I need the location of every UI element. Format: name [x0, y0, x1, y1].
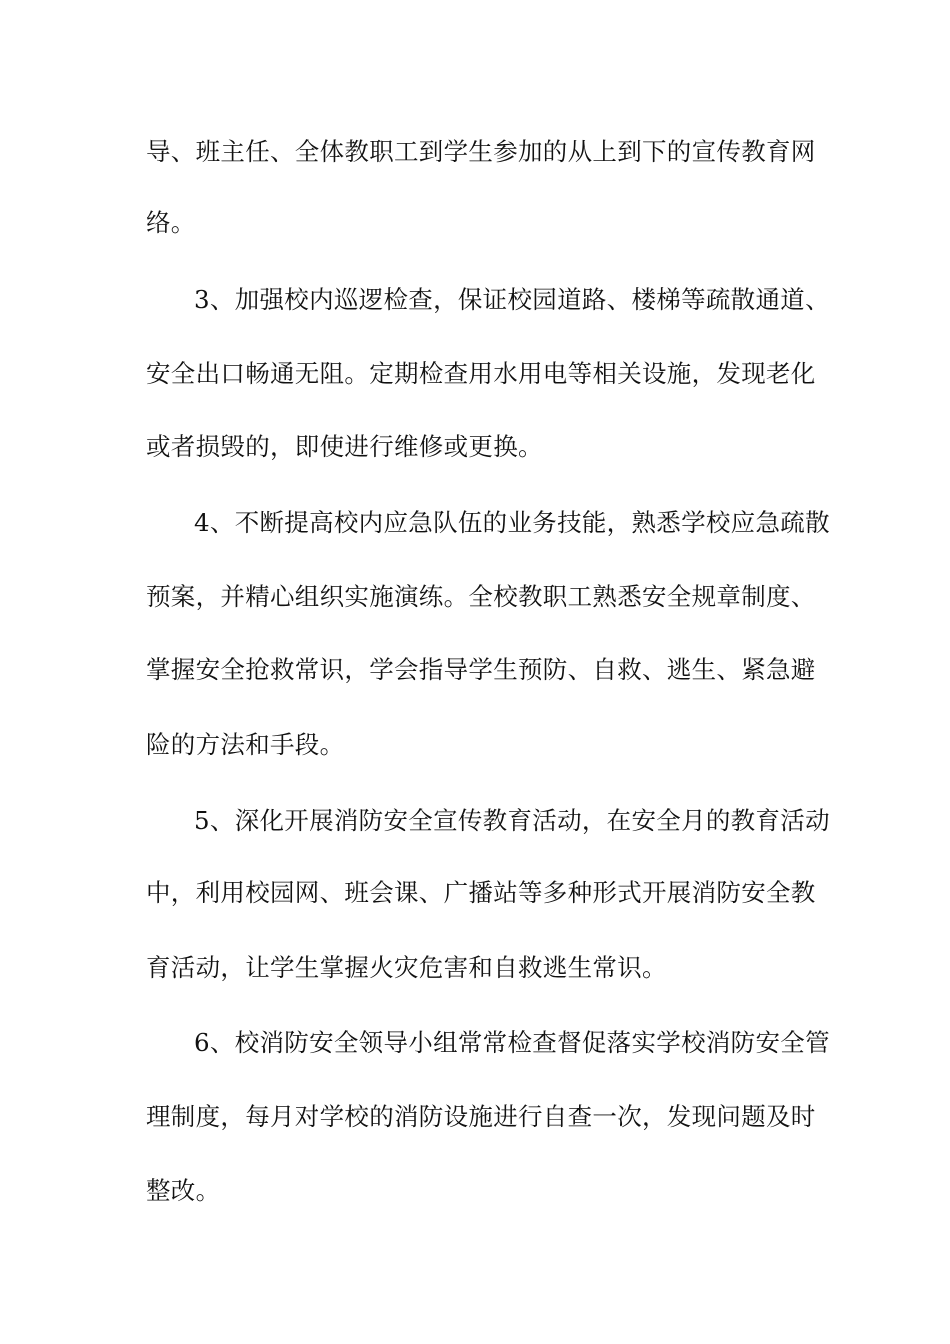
- paragraph-line: 理制度，每月对学校的消防设施进行自查一次，发现问题及时: [146, 1102, 816, 1131]
- paragraph-line: 险的方法和手段。: [146, 730, 345, 759]
- paragraph-line: 络。: [146, 208, 196, 237]
- paragraph-line: 掌握安全抢救常识，学会指导学生预防、自救、逃生、紧急避: [146, 655, 816, 684]
- paragraph-line: 预案，并精心组织实施演练。全校教职工熟悉安全规章制度、: [146, 582, 816, 611]
- paragraph-line: 中，利用校园网、班会课、广播站等多种形式开展消防安全教: [146, 878, 816, 907]
- paragraph-line: 5、深化开展消防安全宣传教育活动，在安全月的教育活动: [194, 806, 830, 835]
- paragraph-line: 或者损毁的，即使进行维修或更换。: [146, 432, 543, 461]
- paragraph-line: 整改。: [146, 1176, 221, 1205]
- paragraph-line: 安全出口畅通无阻。定期检查用水用电等相关设施，发现老化: [146, 359, 816, 388]
- paragraph-line: 3、加强校内巡逻检查，保证校园道路、楼梯等疏散通道、: [194, 285, 830, 314]
- paragraph-line: 6、校消防安全领导小组常常检查督促落实学校消防安全管: [194, 1028, 830, 1057]
- paragraph-line: 4、不断提高校内应急队伍的业务技能，熟悉学校应急疏散: [194, 508, 830, 537]
- paragraph-line: 导、班主任、全体教职工到学生参加的从上到下的宣传教育网: [146, 137, 816, 166]
- paragraph-line: 育活动，让学生掌握火灾危害和自救逃生常识。: [146, 953, 667, 982]
